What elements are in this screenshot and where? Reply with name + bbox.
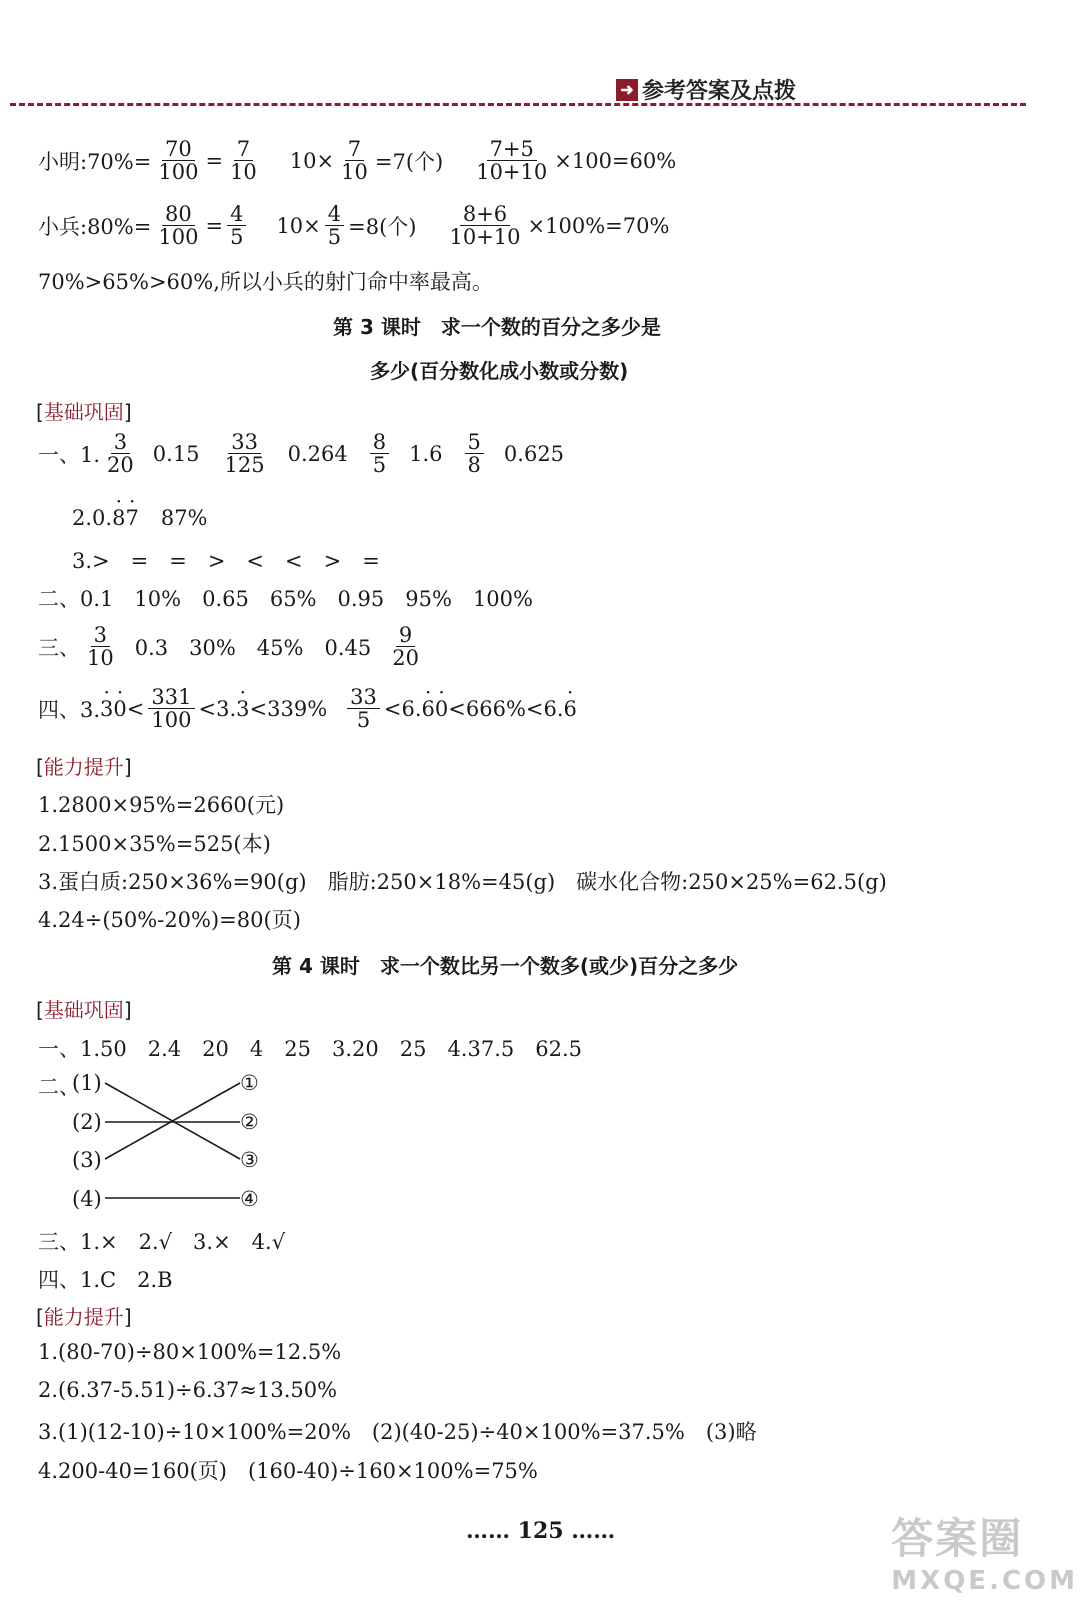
l3-san-line: 三、 $\frac{3}{10}$ 0.3 30% 45% 0.45 $\frac{9}{20}$ (38, 624, 426, 669)
l4-san-line: 三、1.× 2.√ 3.× 4.√ (38, 1230, 286, 1254)
lesson3-title-line2: 多少(百分数化成小数或分数) (370, 359, 629, 383)
fraction: $\frac{4}{5}$ (325, 203, 344, 248)
page-number: …… 125 …… (466, 1518, 616, 1544)
ability-tag-lesson3: [能力提升] (36, 755, 132, 779)
fraction: $\frac{331}{100}$ (148, 686, 194, 731)
l4-a1: 1.(80-70)÷80×100%=12.5% (38, 1340, 342, 1364)
fraction: $\frac{3}{10}$ (87, 623, 114, 671)
match-left-3: (3) (72, 1148, 102, 1172)
l3-q2-line: 2.0.· 8· 7 87% (72, 506, 208, 530)
fraction: $\frac{80}{100}$ (158, 202, 199, 250)
l4-q1-line: 一、1.50 2.4 20 4 25 3.20 25 4.37.5 62.5 (38, 1037, 582, 1061)
l4-a2: 2.(6.37-5.51)÷6.37≈13.50% (38, 1378, 338, 1402)
l4-si-line: 四、1.C 2.B (38, 1268, 173, 1292)
lesson3-title-line1: 第 3 课时 求一个数的百分之多少是 (333, 315, 661, 339)
xiaoming-label: 小明:70%= (38, 149, 152, 174)
match-left-2: (2) (72, 1110, 102, 1134)
fraction: $\frac{33}{125}$ (224, 430, 265, 478)
fraction: $\frac{8+6}{10+10}$ (449, 202, 521, 250)
xiaoming-end: ×100=60% (554, 148, 677, 173)
match-right-4: ④ (240, 1187, 259, 1211)
basic-tag-lesson4: [基础巩固] (36, 998, 132, 1022)
xiaobing-end: ×100%=70% (527, 213, 670, 238)
ability-tag-lesson4: [能力提升] (36, 1305, 132, 1329)
fraction: $\frac{3}{20}$ (107, 430, 134, 478)
header-divider (10, 103, 1026, 106)
fraction: $\frac{70}{100}$ (158, 137, 199, 185)
fraction: $\frac{9}{20}$ (392, 623, 419, 671)
l4-match-prefix: 二、 (38, 1075, 80, 1099)
xiaoming-line: 小明:70%= $\frac{70}{100}$ = $\frac{7}{10}$ 10× $\frac{7}{10}$ =7(个) $\frac{7+5}{10+10}$ ×100=60% (38, 137, 677, 185)
l3-q3-line: 3.> = = > < < > = (72, 549, 380, 573)
match-right-2: ② (240, 1110, 259, 1134)
fraction: $\frac{4}{5}$ (227, 203, 246, 248)
l3-er-line: 二、0.1 10% 0.65 65% 0.95 95% 100% (38, 587, 533, 611)
xiaoming-mid: 10× (289, 148, 335, 173)
watermark (891, 1506, 1078, 1596)
fraction: $\frac{7}{10}$ (230, 137, 257, 185)
fraction: $\frac{33}{5}$ (347, 686, 380, 731)
watermark-url-text: MXQE.COM (891, 1566, 1078, 1596)
basic-tag-lesson3: [基础巩固] (36, 400, 132, 424)
lesson4-title: 第 4 课时 求一个数比另一个数多(或少)百分之多少 (272, 954, 739, 978)
fraction: $\frac{8}{5}$ (370, 431, 389, 476)
l3-q1-line: 一、1. $\frac{3}{20}$ 0.15 $\frac{33}{125}$ 0.264 $\frac{8}{5}$ 1.6 $\frac{5}{8}$ 0.625 (38, 430, 565, 478)
l3-a1: 1.2800×95%=2660(元) (38, 793, 285, 817)
header-title-text: 参考答案及点拨 (642, 78, 797, 104)
header-title (616, 74, 796, 105)
xiaoming-eq: =7(个) (374, 149, 444, 174)
l3-a2: 2.1500×35%=525(本) (38, 832, 271, 856)
match-left-1: (1) (72, 1071, 102, 1095)
arrow-icon: ➜ (616, 79, 638, 101)
xiaobing-label: 小兵:80%= (38, 214, 152, 239)
l3-si-line: 四、3. · 3 · 0 < $\frac{331}{100}$ <3. · 3 <339% $\frac{33}{5}$ <6. · 6 · 0 <666%<6. · 6 (38, 686, 577, 731)
xiaobing-mid: 10× (276, 213, 321, 238)
xiaobing-eq: =8(个) (348, 214, 417, 239)
match-right-1: ① (240, 1071, 259, 1095)
l4-a4: 4.200-40=160(页) (160-40)÷160×100%=75% (38, 1459, 538, 1483)
l4-a3: 3.(1)(12-10)÷10×100%=20% (2)(40-25)÷40×100%=37.5% (3)略 (38, 1420, 757, 1444)
xiaobing-line: 小兵:80%= $\frac{80}{100}$ = $\frac{4}{5}$ 10× $\frac{4}{5}$ =8(个) $\frac{8+6}{10+10}$ ×100%=70% (38, 202, 670, 250)
matching-lines (100, 1070, 250, 1210)
fraction: $\frac{5}{8}$ (465, 431, 484, 476)
l3-a4: 4.24÷(50%-20%)=80(页) (38, 908, 301, 932)
match-right-3: ③ (240, 1148, 259, 1172)
fraction: $\frac{7+5}{10+10}$ (476, 137, 548, 185)
conclusion-text: 70%>65%>60%,所以小兵的射门命中率最高。 (38, 270, 493, 294)
l3-a3: 3.蛋白质:250×36%=90(g) 脂肪:250×18%=45(g) 碳水化合物:250×25%=62.5(g) (38, 870, 887, 894)
watermark-logo-text: 答案圈 (891, 1514, 1024, 1563)
fraction: $\frac{7}{10}$ (341, 137, 368, 185)
match-left-4: (4) (72, 1187, 102, 1211)
